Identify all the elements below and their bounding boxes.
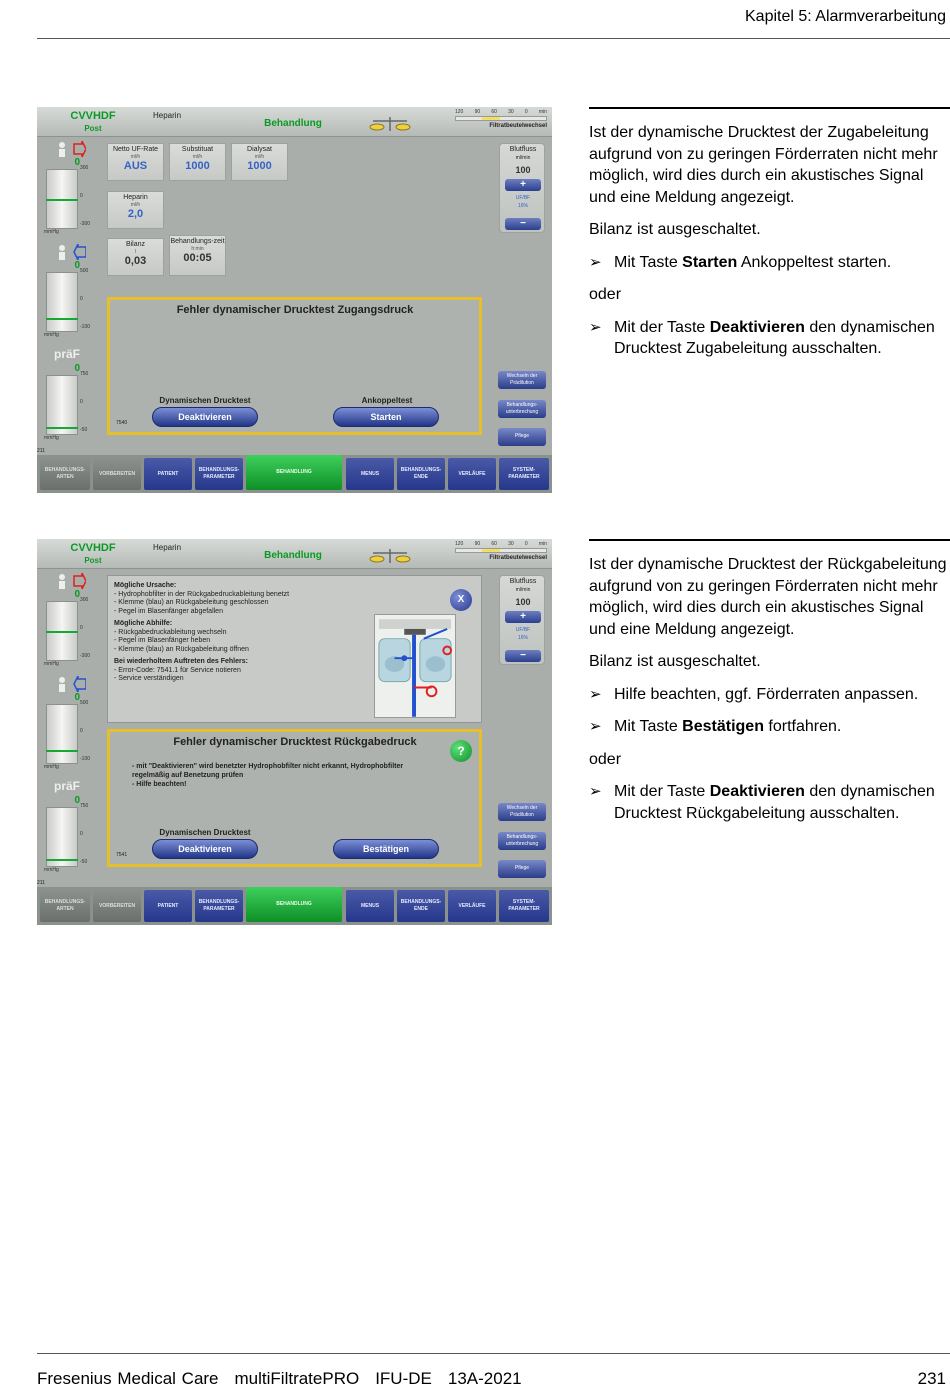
- timer-bar: [455, 116, 547, 121]
- anticoagulation-label: Heparin: [153, 111, 182, 120]
- therapy-phase: Post: [84, 556, 102, 565]
- venous-pressure-gauge: 0 500 0 -100 mmHg: [40, 674, 97, 769]
- arterial-pressure-icon: [56, 141, 86, 157]
- nav-treatment[interactable]: BEHANDLUNG: [246, 455, 342, 490]
- section-1-status: Bilanz ist ausgeschaltet.: [589, 221, 761, 238]
- arrow-icon: ➢: [589, 783, 602, 800]
- section-2-status: Bilanz ist ausgeschaltet.: [589, 653, 761, 670]
- page-number: 231: [917, 1369, 946, 1388]
- timer-label: Filtratbeutelwechsel: [489, 123, 547, 129]
- instruction-step: ➢ Mit der Taste Deaktivieren den dynamischen Drucktest Zugabeleitung ausschalten.: [589, 318, 935, 357]
- alarm-dialog: Fehler dynamischer Drucktest Rückgabedruck ? - mit "Deaktivieren" wird benetzter Hydrophobfilter nicht erkannt, Hydrophobfilter regelmäßig auf Benetzung prüfen - Hilfe beachten! Dynamischen Drucktest Deaktivieren Bestätigen 7541: [107, 729, 482, 867]
- section-1-text: [589, 122, 950, 371]
- status-bar: [37, 107, 552, 137]
- care-button[interactable]: Pflege: [498, 860, 546, 878]
- bag-change-timer: 120 90 60 30 0 min Filtratbeutelwechsel: [455, 541, 547, 561]
- section-rule-2: [589, 539, 950, 541]
- arrow-icon: ➢: [589, 318, 602, 336]
- anticoagulation-label: Heparin: [153, 543, 182, 552]
- instruction-step: ➢ Mit Taste Bestätigen fortfahren.: [589, 716, 950, 738]
- care-button[interactable]: Pflege: [498, 428, 546, 446]
- bag-change-timer: 120 90 60 30 0 min Filtratbeutelwechsel: [455, 109, 547, 129]
- deactivate-button[interactable]: Deaktivieren: [152, 407, 258, 427]
- nav-treatment-end[interactable]: BEHANDLUNGS-ENDE: [397, 458, 445, 490]
- treatment-interrupt-button[interactable]: Behandlungs-unterbrechung: [498, 832, 546, 850]
- therapy-phase: Post: [84, 124, 102, 133]
- increase-button[interactable]: +: [505, 179, 541, 191]
- timer-bar: [455, 548, 547, 553]
- footer-version: 13A-2021: [447, 1369, 522, 1388]
- bottom-navigation: [37, 455, 552, 493]
- blood-flow-panel: Blutfluss ml/min 100 + UF/BF 16% −: [499, 575, 545, 665]
- nav-treatment-end[interactable]: BEHANDLUNGS-ENDE: [397, 890, 445, 922]
- alarm-dialog: Fehler dynamischer Drucktest Zugangsdruck Dynamischen Drucktest Deaktivieren Ankoppeltest Starten 7540: [107, 297, 482, 435]
- footer-company: Fresenius Medical Care: [37, 1369, 219, 1388]
- predilution-change-button[interactable]: Wechseln der Prädilution: [498, 803, 546, 821]
- blood-flow-panel: Blutfluss ml/min 100 + UF/BF 16% −: [499, 143, 545, 233]
- help-panel: Mögliche Ursache: - Hydrophobfilter in der Rückgabedruckableitung benetzt - Klemme (blau) an Rückgabeleitung geschlossen - Pegel im Blasenfänger abgefallen Mögliche Abhilfe: - Rückgabedruckableitung wechseln - Pegel im Blasenfänger heben - Klemme (blau) an Rückgabeleitung öffnen Bei wiederholtem Auftreten des Fehlers: - Error-Code: 7541.1 für Service notieren - Service verständigen X: [107, 575, 482, 723]
- venous-pressure-icon: [56, 676, 86, 692]
- increase-button[interactable]: +: [505, 611, 541, 623]
- predilution-change-button[interactable]: Wechseln der Prädilution: [498, 371, 546, 389]
- decrease-button[interactable]: −: [505, 218, 541, 230]
- footer-doc: IFU-DE: [375, 1369, 432, 1388]
- arrow-icon: ➢: [589, 718, 602, 735]
- instruction-step: ➢ Mit der Taste Deaktivieren den dynamischen Drucktest Rückgabeleitung ausschalten.: [589, 783, 935, 822]
- arterial-pressure-icon: [56, 573, 86, 589]
- nav-menus[interactable]: MENUS: [346, 458, 394, 490]
- nav-treatment-types[interactable]: BEHANDLUNGS-ARTEN: [40, 458, 90, 490]
- help-button[interactable]: ?: [450, 740, 472, 762]
- alarm-title: Fehler dynamischer Drucktest Zugangsdruck: [176, 304, 414, 316]
- heparin-tile[interactable]: Heparin ml/h 2,0: [107, 191, 164, 229]
- decrease-button[interactable]: −: [505, 650, 541, 662]
- nav-patient[interactable]: PATIENT: [144, 458, 192, 490]
- section-rule-1: [589, 107, 950, 109]
- arrow-icon: ➢: [589, 253, 602, 271]
- footer-rule: [37, 1353, 950, 1354]
- timer-label: Filtratbeutelwechsel: [489, 555, 547, 561]
- treatment-time-tile[interactable]: Behandlungs-zeit h:min 00:05: [169, 235, 226, 276]
- nav-history[interactable]: VERLÄUFE: [448, 890, 496, 922]
- section-1-intro: Ist der dynamische Drucktest der Zugabeleitung aufgrund von zu geringen Förderraten nicht mehr möglich, wird dies durch ein akustisches Signal und eine Meldung angezeigt.: [589, 124, 938, 206]
- venous-pressure-icon: [56, 244, 86, 260]
- section-2-intro: Ist der dynamische Drucktest der Rückgabeleitung aufgrund von zu geringen Förderraten nicht mehr möglich, wird dies durch ein akustisches Signal und eine Meldung angezeigt.: [589, 556, 947, 638]
- balance-scale-icon: [369, 113, 411, 135]
- substituate-tile[interactable]: Substituat ml/h 1000: [169, 143, 226, 181]
- nav-treatment-parameters[interactable]: BEHANDLUNGS-PARAMETER: [195, 890, 243, 922]
- section-2-text: [589, 554, 950, 835]
- instruction-step: ➢ Hilfe beachten, ggf. Förderraten anpassen.: [589, 684, 950, 706]
- deactivate-button[interactable]: Deaktivieren: [152, 839, 258, 859]
- balance-scale-icon: [369, 545, 411, 567]
- therapy-mode: CVVHDF: [70, 542, 116, 554]
- prefilter-pressure-gauge: präF 0 750 0 -50 mmHg: [44, 779, 89, 873]
- arrow-icon: ➢: [589, 685, 602, 703]
- bottom-navigation: [37, 887, 552, 925]
- screen-title: Behandlung: [264, 118, 322, 129]
- chapter-header: Kapitel 5: Alarmverarbeitung: [745, 8, 946, 25]
- alarm-message: - mit "Deaktivieren" wird benetzter Hydrophobfilter nicht erkannt, Hydrophobfilter regelmäßig auf Benetzung prüfen - Hilfe beachten!: [132, 763, 404, 788]
- nav-treatment[interactable]: BEHANDLUNG: [246, 887, 342, 922]
- prefilter-pressure-gauge: präF 0 750 0 -50 mmHg: [44, 347, 89, 441]
- nav-prepare[interactable]: VORBEREITEN: [93, 458, 141, 490]
- device-screen-1: CVVHDF Post Heparin Behandlung 120 90 60 30 0 min Filtratbeutelwechsel 0 300 0 -300 mmHg 0 500 0 -100 mmHg präF 0 750 0 -50 mmHg Netto UF-Rate ml/h AUS Substituat ml/h 1000 Dialysat ml/h 1000 Heparin ml/h 2,0 Bilanz l 0,03 Behandlungs-zeit h:min 00:05 Blutfluss ml/min 100 + UF/BF 16% − Wechseln der Prädilution Behandlungs-unterbrechung Pflege Fehler dynamischer Drucktest Zugangsdruck Dynamischen Drucktest Deaktivieren Ankoppeltest Starten 7540 211 BEHANDLUNGS-ARTEN VORBEREITEN PATIENT BEHANDLUNGS-PARAMETER BEHANDLUNG MENUS BEHANDLUNGS-ENDE VERLÄUFE SYSTEM-PARAMETER: [37, 107, 552, 493]
- confirm-button[interactable]: Bestätigen: [333, 839, 439, 859]
- start-button[interactable]: Starten: [333, 407, 439, 427]
- footer: [37, 1369, 538, 1389]
- or-text: oder: [589, 750, 622, 768]
- net-uf-rate-tile[interactable]: Netto UF-Rate ml/h AUS: [107, 143, 164, 181]
- nav-history[interactable]: VERLÄUFE: [448, 458, 496, 490]
- header-rule: [37, 38, 950, 39]
- nav-treatment-parameters[interactable]: BEHANDLUNGS-PARAMETER: [195, 458, 243, 490]
- treatment-interrupt-button[interactable]: Behandlungs-unterbrechung: [498, 400, 546, 418]
- nav-system-parameters[interactable]: SYSTEM-PARAMETER: [499, 890, 549, 922]
- venous-pressure-gauge: 0 500 0 -100 mmHg: [40, 242, 97, 337]
- arterial-pressure-gauge: 0 300 0 -300 mmHg: [40, 571, 97, 666]
- arterial-pressure-gauge: 0 300 0 -300 mmHg: [40, 139, 97, 234]
- tubing-illustration: [374, 614, 456, 718]
- device-screen-2: CVVHDF Post Heparin Behandlung 120 90 60 30 0 min Filtratbeutelwechsel 0 300 0 -300 mmHg 0 500 0 -100 mmHg präF 0 750 0 -50 mmHg Mögliche Ursache: - Hydrophobfilter in der Rückgabedruckableitung benetzt - Klemme (blau) an Rückgabeleitung geschlossen - Pegel im Blasenfänger abgefallen Mögliche Abhilfe: - Rückgabedruckableitung wechseln - Pegel im Blasenfänger heben - Klemme (blau) an Rückgabeleitung öffnen Bei wiederholtem Auftreten des Fehlers: - Error-Code: 7541.1 für Service notieren - Service verständigen X Blutfluss ml/min 100 + UF/BF 16% − Wechseln der Prädilution Behandlungs-unterbrechung Pflege Fehler dynamischer Drucktest Rückgabedruck ? - mit "Deaktivieren" wird benetzter Hydrophobfilter nicht erkannt, Hydrophobfilter regelmäßig auf Benetzung prüfen - Hilfe beachten! Dynamischen Drucktest Deaktivieren Bestätigen 7541 211 BEHANDLUNGS-ARTEN VORBEREITEN PATIENT BEHANDLUNGS-PARAMETER BEHANDLUNG MENUS BEHANDLUNGS-ENDE VERLÄUFE SYSTEM-PARAMETER: [37, 539, 552, 925]
- alarm-title: Fehler dynamischer Drucktest Rückgabedruck: [173, 736, 417, 748]
- nav-patient[interactable]: PATIENT: [144, 890, 192, 922]
- nav-menus[interactable]: MENUS: [346, 890, 394, 922]
- therapy-mode: CVVHDF: [70, 110, 116, 122]
- nav-prepare[interactable]: VORBEREITEN: [93, 890, 141, 922]
- screen-title: Behandlung: [264, 550, 322, 561]
- nav-treatment-types[interactable]: BEHANDLUNGS-ARTEN: [40, 890, 90, 922]
- nav-system-parameters[interactable]: SYSTEM-PARAMETER: [499, 458, 549, 490]
- or-text: oder: [589, 286, 622, 303]
- dialysate-tile[interactable]: Dialysat ml/h 1000: [231, 143, 288, 181]
- status-bar: [37, 539, 552, 569]
- close-help-button[interactable]: X: [450, 589, 472, 611]
- balance-tile[interactable]: Bilanz l 0,03: [107, 238, 164, 276]
- footer-product: multiFiltratePRO: [234, 1369, 360, 1388]
- instruction-step: ➢ Mit Taste Starten Ankoppeltest starten.: [589, 252, 950, 274]
